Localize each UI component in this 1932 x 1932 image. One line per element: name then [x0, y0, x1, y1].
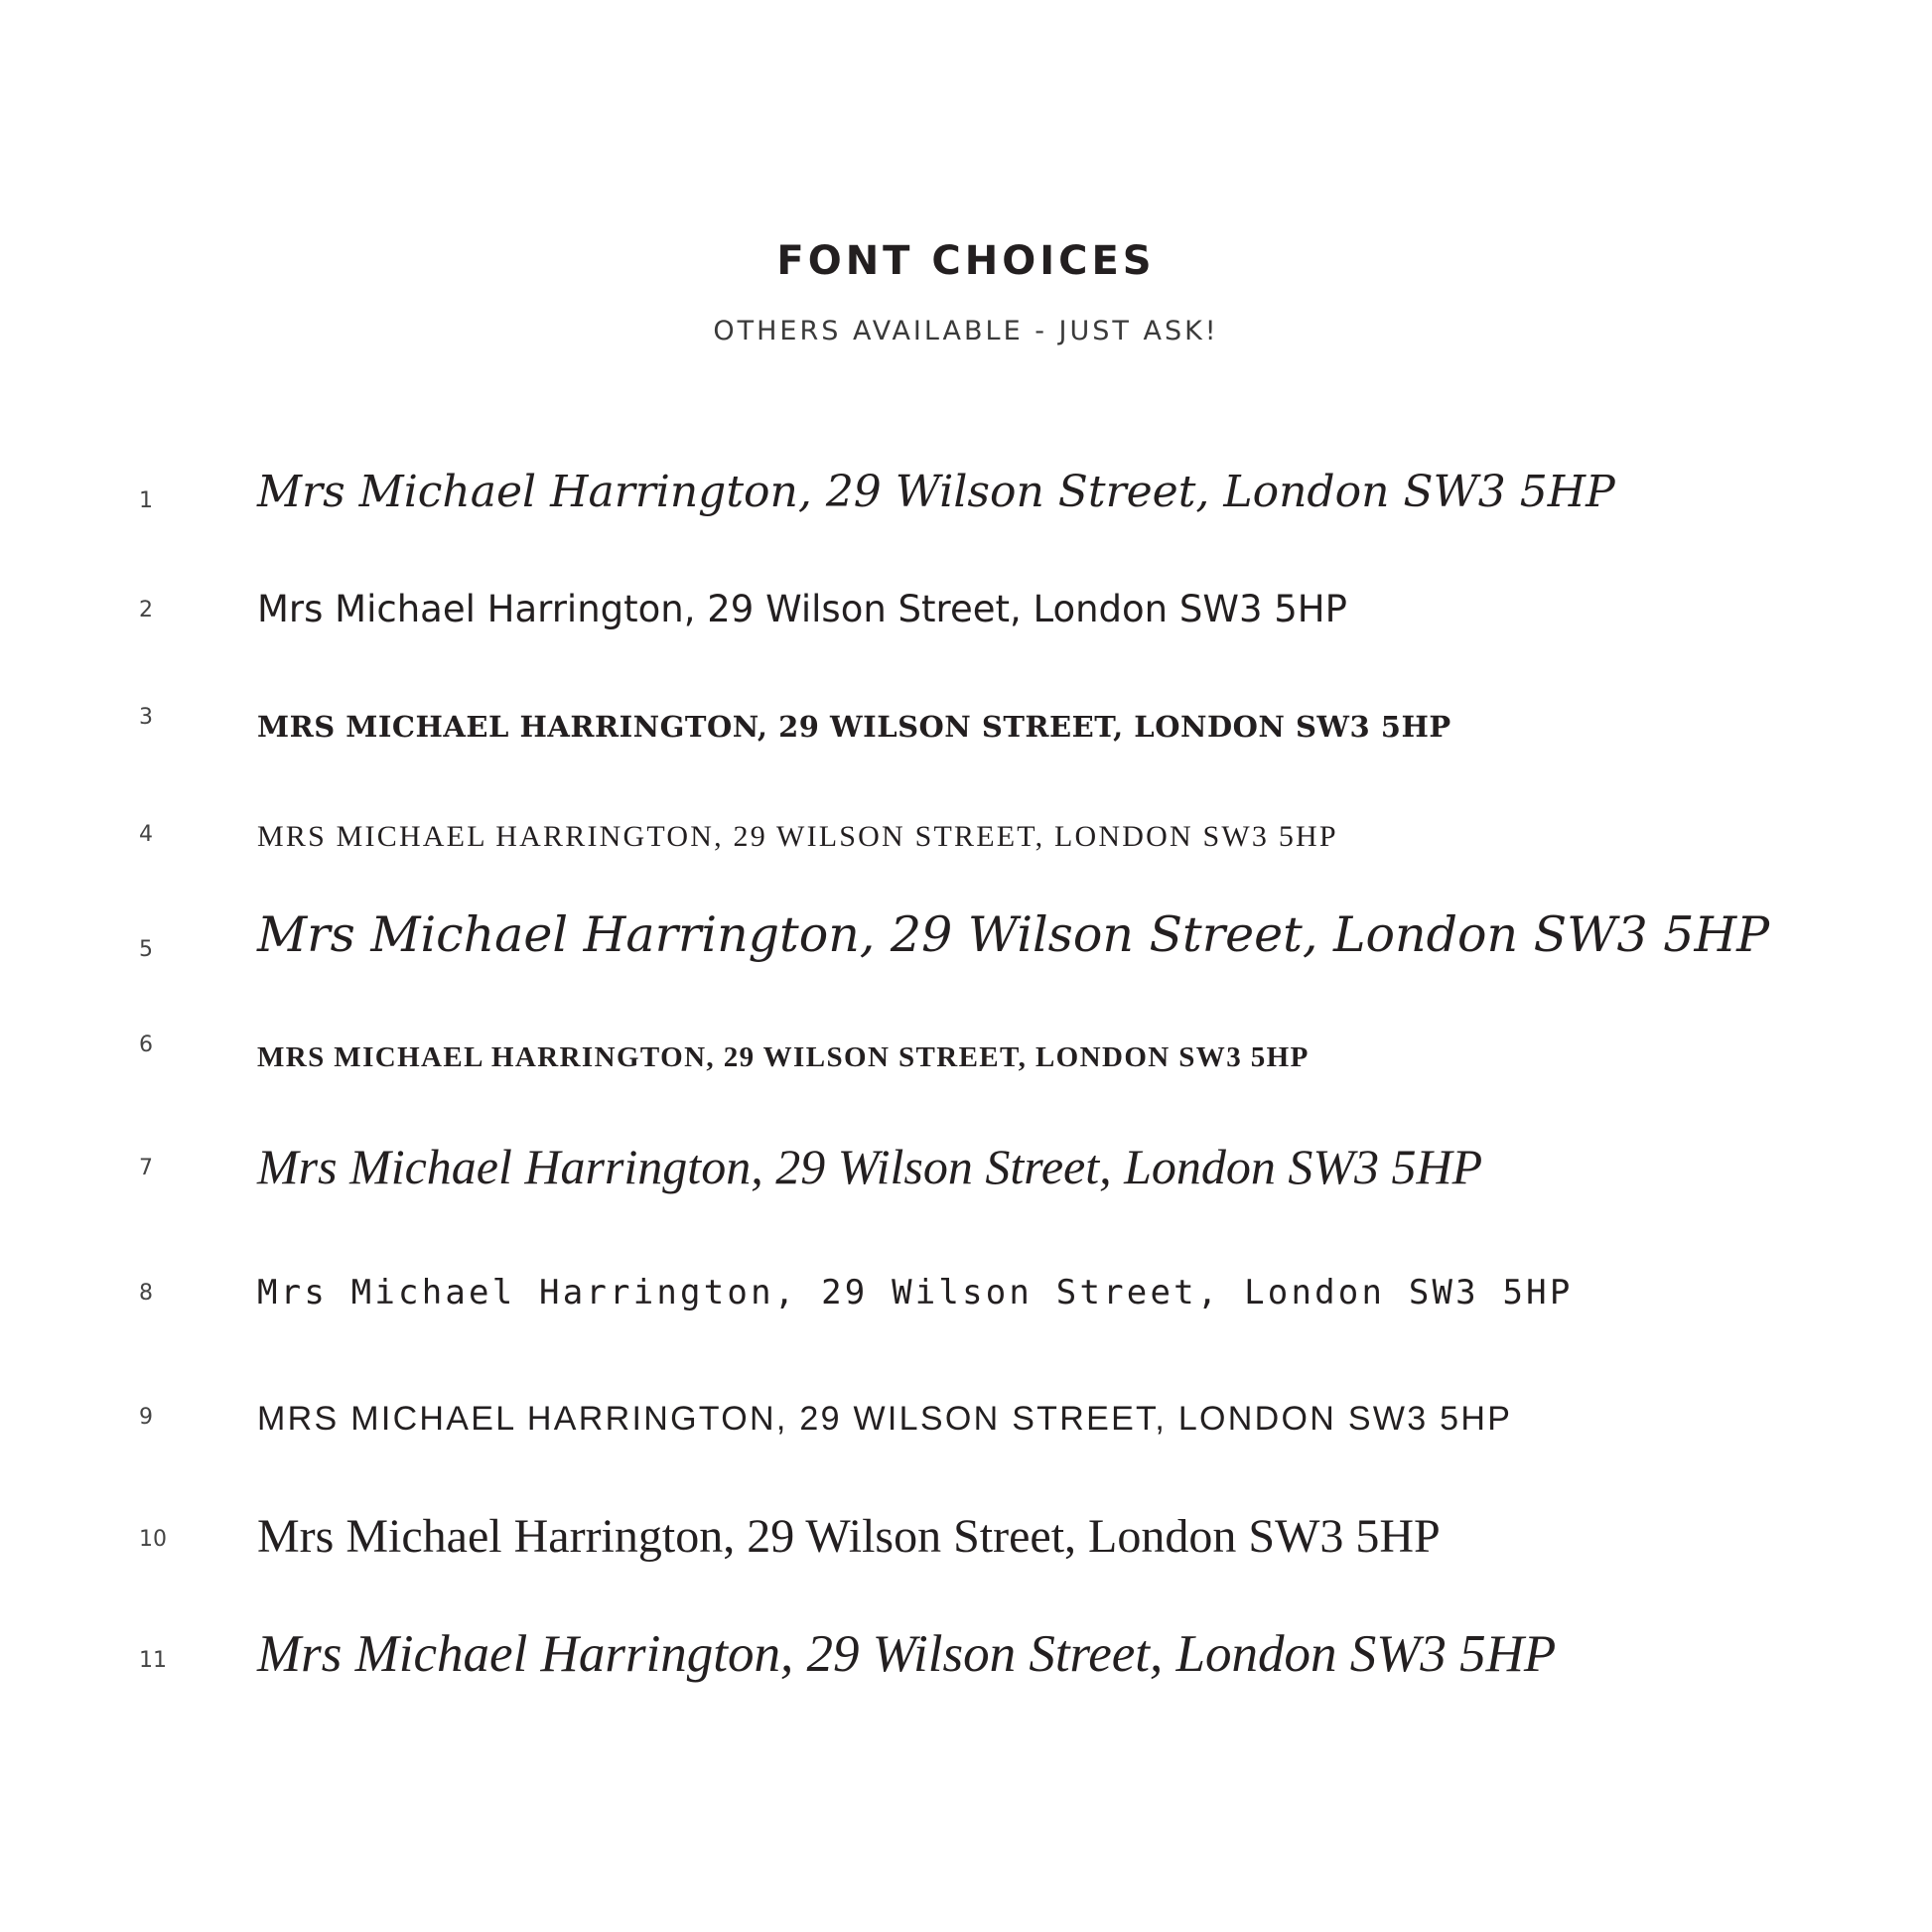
font-sample: MRS MICHAEL HARRINGTON, 29 WILSON STREET, LONDON SW3 5HP — [257, 1041, 1310, 1073]
font-sample: MRS MICHAEL HARRINGTON, 29 WILSON STREET, LONDON SW3 5HP — [257, 820, 1338, 853]
font-number: 6 — [139, 1033, 153, 1057]
font-number: 2 — [139, 598, 153, 622]
font-number: 10 — [139, 1527, 167, 1552]
font-sample: Mrs Michael Harrington, 29 Wilson Street, London SW3 5HP — [257, 1139, 1483, 1194]
page-subtitle: OTHERS AVAILABLE - JUST ASK! — [713, 316, 1219, 346]
font-sample: Mrs Michael Harrington, 29 Wilson Street, London SW3 5HP — [257, 588, 1347, 630]
font-number: 4 — [139, 822, 153, 847]
font-number: 11 — [139, 1648, 167, 1673]
font-number: 1 — [139, 488, 153, 513]
font-number: 5 — [139, 937, 153, 962]
font-sample: Mrs Michael Harrington, 29 Wilson Street, London SW3 5HP — [257, 467, 1615, 517]
font-sample: MRS MICHAEL HARRINGTON, 29 WILSON STREET, LONDON SW3 5HP — [257, 710, 1451, 744]
font-sample: Mrs Michael Harrington, 29 Wilson Street, London SW3 5HP — [257, 1625, 1557, 1683]
font-sample: Mrs Michael Harrington, 29 Wilson Street, London SW3 5HP — [257, 1510, 1441, 1563]
font-number: 3 — [139, 705, 153, 730]
font-number: 7 — [139, 1156, 153, 1180]
font-number: 8 — [139, 1281, 153, 1306]
font-sample: Mrs Michael Harrington, 29 Wilson Street, London SW3 5HP — [257, 906, 1770, 963]
font-sample: Mrs Michael Harrington, 29 Wilson Street, London SW3 5HP — [257, 1273, 1574, 1312]
font-number: 9 — [139, 1405, 153, 1430]
font-sample: MRS MICHAEL HARRINGTON, 29 WILSON STREET, LONDON SW3 5HP — [257, 1400, 1513, 1438]
page-title: FONT CHOICES — [776, 238, 1156, 284]
